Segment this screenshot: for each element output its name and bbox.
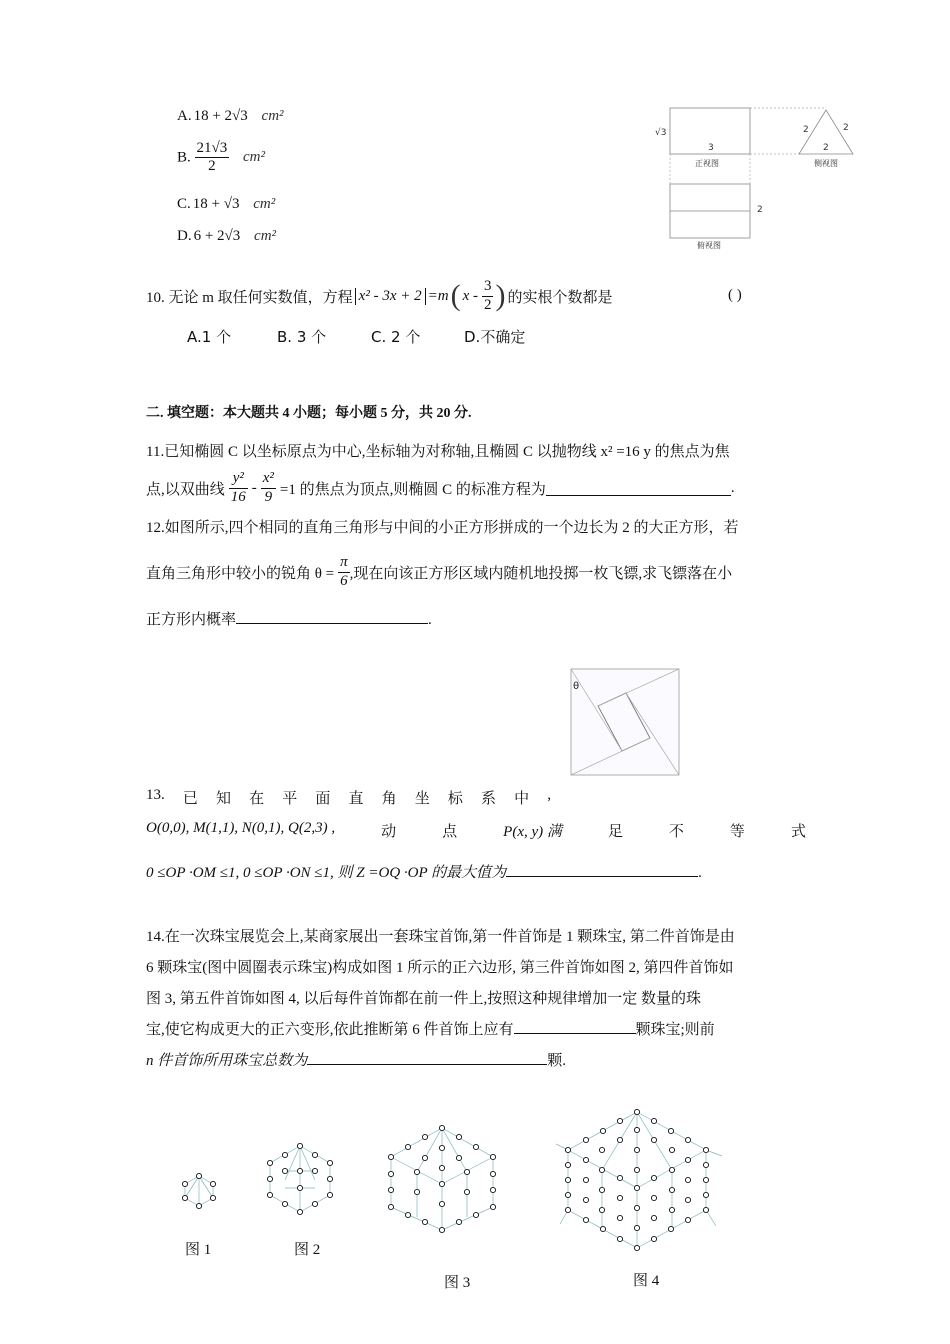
- option-letter: D.: [177, 228, 192, 244]
- q14-line4: [146, 1018, 715, 1039]
- q13-char: ,: [547, 787, 551, 803]
- q13-char: 角: [381, 791, 397, 807]
- q10-fraction: [482, 278, 494, 314]
- q13-word: 动: [381, 824, 397, 840]
- q10-abs-expr: x² - 3x + 2: [355, 288, 426, 305]
- left-paren: (: [450, 279, 461, 312]
- option-unit: cm²: [261, 108, 284, 124]
- three-view-figure: [650, 100, 880, 255]
- jewel-figure-3: [383, 1122, 501, 1234]
- q10-suffix: 的实根个数都是: [507, 289, 613, 306]
- jewel-figure-1: [175, 1165, 225, 1210]
- q10-stem: [146, 276, 613, 316]
- q13-word: P(x, y) 满: [503, 824, 562, 840]
- option-c: [177, 196, 275, 213]
- option-b-fraction: [195, 140, 230, 176]
- option-letter: C.: [177, 196, 191, 212]
- option-letter: B.: [177, 149, 191, 166]
- q14-line5-a: n 件首饰所用珠宝总数为: [146, 1053, 308, 1069]
- q14-line1: 14.在一次珠宝展览会上,某商家展出一套珠宝首饰,第一件首饰是 1 颗珠宝, 第二件首饰是由: [146, 929, 735, 945]
- q12-post: ,现在向该正方形区域内随机地投掷一枚飞镖,求飞镖落在小: [349, 565, 733, 582]
- q13-word: 不: [668, 824, 684, 840]
- answer-blank[interactable]: [514, 1019, 636, 1034]
- q11-pre: 点,以双曲线: [146, 481, 225, 498]
- minus-sign: -: [251, 479, 257, 496]
- theta-label: θ: [573, 681, 580, 692]
- q10-option-d: D.不确定: [464, 328, 526, 346]
- q13-char: 面: [315, 791, 331, 807]
- q13-char: 坐: [414, 791, 430, 807]
- q11-post: =1 的焦点为顶点,则椭圆 C 的标准方程为: [279, 481, 546, 498]
- fraction-denominator: 9: [264, 488, 273, 505]
- fraction-numerator: π: [338, 554, 350, 572]
- q10-option-c: C. 2 个: [371, 328, 421, 346]
- q12-line3: [146, 608, 432, 629]
- fraction-numerator: x²: [261, 470, 276, 488]
- q13-char: 标: [447, 791, 463, 807]
- option-expr: 18 + 2√3: [193, 108, 248, 124]
- figure-1-label: 图 1: [185, 1242, 212, 1258]
- top-view-label: 俯视图: [697, 241, 721, 250]
- answer-blank[interactable]: [307, 1050, 547, 1065]
- q13-line2: [146, 820, 806, 841]
- q14-line3: 图 3, 第五件首饰如图 4, 以后每件首饰都在前一件上,按照这种规律增加一定 数量的珠: [146, 991, 702, 1007]
- q13-char: 在: [249, 791, 265, 807]
- fraction-numerator: y²: [229, 470, 248, 488]
- jewel-figure-2: [260, 1140, 340, 1216]
- q14-line2: 6 颗珠宝(图中圆圈表示珠宝)构成如图 1 所示的正六边形, 第三件首饰如图 2, 第四件首饰如: [146, 960, 734, 976]
- fraction-denominator: 16: [230, 488, 246, 505]
- q13-inequality: 0 ≤OP ·OM ≤1, 0 ≤OP ·ON ≤1, 则 Z =OQ ·OP 的最大值为: [146, 865, 507, 881]
- q12-pre: 直角三角形中较小的锐角 θ =: [146, 565, 335, 582]
- jewel-figure-4: [556, 1106, 726, 1254]
- q14-line5: [146, 1049, 566, 1070]
- answer-blank[interactable]: [236, 609, 428, 624]
- label-two: 2: [803, 125, 809, 135]
- q12-line1: 12.如图所示,四个相同的直角三角形与中间的小正方形拼成的一个边长为 2 的大正方形，若: [146, 520, 739, 536]
- fraction-denominator: 6: [340, 572, 348, 589]
- option-d: [177, 228, 276, 245]
- q14-line4-b: 颗珠宝;则前: [635, 1022, 715, 1038]
- answer-bracket: ( ): [728, 287, 742, 303]
- q11-line1: 11.已知椭圆 C 以坐标原点为中心,坐标轴为对称轴,且椭圆 C 以抛物线 x² =16 y 的焦点为焦: [146, 444, 730, 460]
- q12-line2: [146, 550, 732, 594]
- label-three: 3: [708, 143, 714, 153]
- option-unit: cm²: [243, 149, 265, 166]
- figure-2-label: 图 2: [294, 1242, 321, 1258]
- q11-fraction-y: [229, 470, 248, 506]
- q13-char: 系: [480, 791, 496, 807]
- answer-blank[interactable]: [506, 862, 698, 877]
- q10-option-a: A.1 个: [187, 328, 232, 346]
- option-letter: A.: [177, 108, 192, 124]
- q13-char: 13.: [146, 787, 165, 803]
- option-unit: cm²: [253, 196, 276, 212]
- q11-fraction-x: [261, 470, 276, 506]
- q10-option-b: B. 3 个: [277, 328, 327, 346]
- option-expr: 6 + 2√3: [193, 228, 241, 244]
- option-unit: cm²: [254, 228, 277, 244]
- q10-prefix: 10. 无论 m 取任何实数值，方程: [146, 289, 353, 306]
- option-b: [177, 140, 265, 176]
- q13-char: 直: [348, 791, 364, 807]
- q12-line3-text: 正方形内概率: [146, 612, 237, 628]
- figure-4-label: 图 4: [633, 1273, 660, 1289]
- q10-paren-x: x -: [462, 287, 478, 304]
- answer-blank[interactable]: [546, 481, 731, 496]
- option-expr: 18 + √3: [192, 196, 240, 212]
- q13-line1: [146, 787, 551, 808]
- q13-char: 平: [282, 791, 298, 807]
- q12-fraction: [338, 554, 350, 590]
- figure-3-label: 图 3: [444, 1275, 471, 1291]
- square-figure: [570, 668, 682, 776]
- fraction-numerator: 21√3: [195, 140, 230, 158]
- q13-points: O(0,0), M(1,1), N(0,1), Q(2,3) ,: [146, 820, 336, 836]
- q13-word: 式: [790, 824, 806, 840]
- right-paren: ): [495, 279, 506, 312]
- period: .: [730, 479, 735, 496]
- front-view-label: 正视图: [695, 159, 719, 168]
- side-view-label: 侧视图: [814, 159, 838, 168]
- q13-char: 已: [182, 791, 198, 807]
- option-a: [177, 108, 284, 125]
- label-two: 2: [757, 205, 763, 215]
- period: .: [698, 865, 702, 881]
- period: .: [428, 612, 432, 628]
- q13-char: 中: [514, 791, 530, 807]
- label-two: 2: [843, 123, 849, 133]
- q10-eq: =m: [427, 287, 449, 304]
- section-title: 二. 填空题：本大题共 4 小题；每小题 5 分，共 20 分.: [146, 406, 472, 421]
- q14-line4-a: 宝,使它构成更大的正六变形,依此推断第 6 件首饰上应有: [146, 1022, 514, 1038]
- label-two: 2: [823, 143, 829, 153]
- fraction-denominator: 2: [208, 158, 216, 175]
- q13-char: 知: [215, 791, 231, 807]
- q11-line2: [146, 466, 735, 510]
- q13-line3: [146, 861, 702, 882]
- fraction-denominator: 2: [483, 296, 492, 313]
- q13-word: 点: [442, 824, 458, 840]
- q13-word: 足: [607, 824, 623, 840]
- label-sqrt3: √3: [655, 128, 667, 138]
- fraction-numerator: 3: [482, 278, 494, 296]
- q14-line5-b: 颗.: [547, 1053, 567, 1069]
- q13-word: 等: [729, 824, 745, 840]
